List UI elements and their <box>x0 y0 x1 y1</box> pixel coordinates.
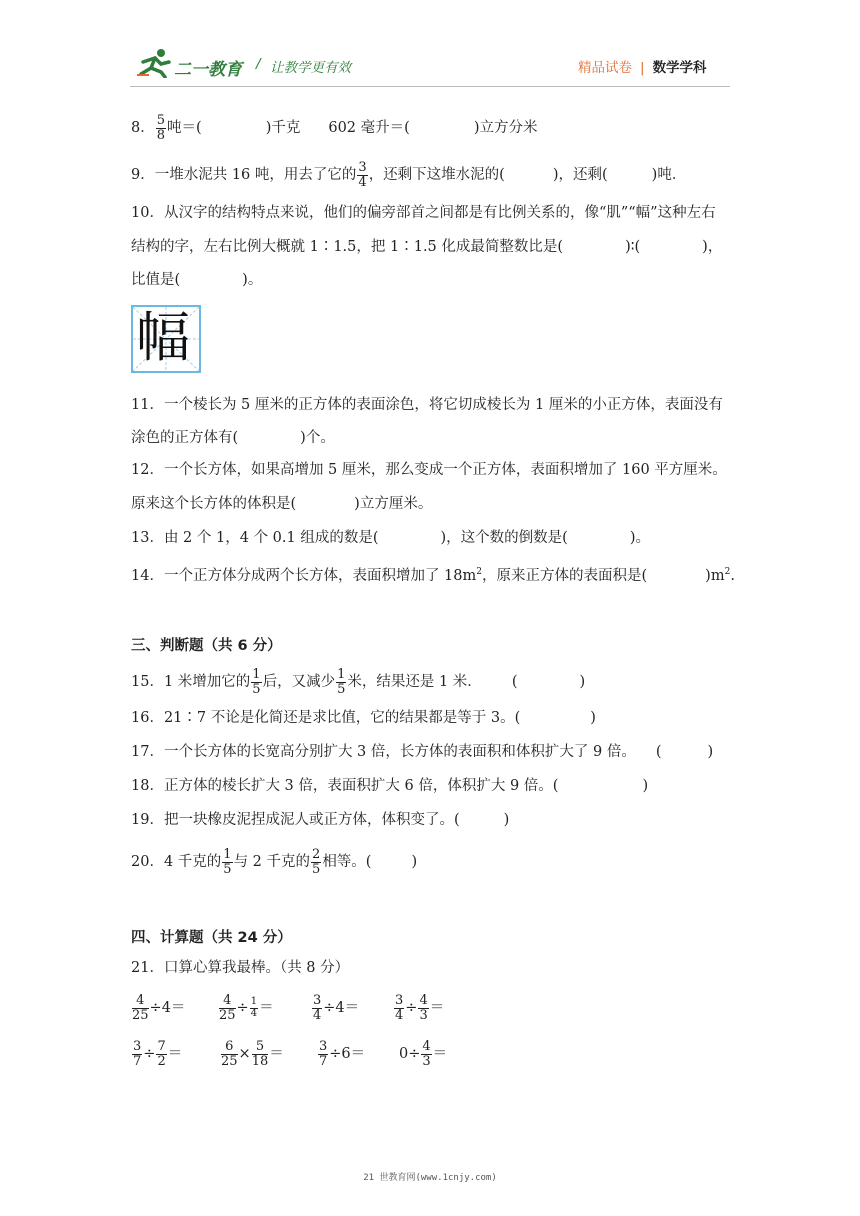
calc-r2-item-1: $\frac{3}{7}$ ÷ $\frac{7}{2}$ ＝ <box>133 1039 183 1069</box>
character-grid <box>131 305 201 373</box>
header <box>0 0 860 90</box>
fraction: $\frac{4}{3}$ <box>419 993 428 1023</box>
tag-premium: 精品试卷 <box>578 60 632 76</box>
fraction: $\frac{5}{8}$ <box>156 113 166 143</box>
slogan-divider: / <box>256 56 261 72</box>
fraction: $\frac{4}{25}$ <box>132 993 149 1023</box>
fraction: $\frac{1}{5}$ <box>337 667 346 697</box>
question-8: 8． $\frac{5}{8}$ 吨＝( )千克 602 毫升＝( )立方分米 <box>131 113 538 143</box>
tag-subject: 数学学科 <box>652 60 707 76</box>
header-rule <box>130 86 730 87</box>
fraction: $\frac{1}{4}$ <box>250 996 258 1019</box>
question-19: 19．把一块橡皮泥捏成泥人或正方体，体积变了。( ) <box>131 812 510 828</box>
calc-r1-item-1: $\frac{4}{25}$ ÷4＝ <box>132 993 186 1023</box>
slogan: 让教学更有效 <box>270 60 351 76</box>
question-13: 13．由 2 个 1，4 个 0.1 组成的数是( )，这个数的倒数是( )。 <box>131 530 650 546</box>
logo-text: 二一教育 <box>174 60 242 80</box>
calc-r1-item-2: $\frac{4}{25}$ ÷ $\frac{1}{4}$ ＝ <box>219 993 274 1023</box>
question-12-line-1: 12．一个长方体，如果高增加 5 厘米，那么变成一个正方体，表面积增加了 160 平方厘米。 <box>131 462 727 478</box>
question-11-line-2: 涂色的正方体有( )个。 <box>131 430 335 446</box>
question-14: 14．一个正方体分成两个长方体，表面积增加了 $18m^2$，原来正方体的表面积是( )$m^2$. <box>131 567 735 584</box>
tag-divider: | <box>640 60 645 76</box>
calc-r2-item-2: $\frac{6}{25}$ × $\frac{5}{18}$ ＝ <box>221 1039 284 1069</box>
question-10-line-1: 10．从汉字的结构特点来说，他们的偏旁部首之间都是有比例关系的，像“肌”“幅”这种左右 <box>131 205 716 221</box>
question-17: 17．一个长方体的长宽高分别扩大 3 倍，长方体的表面积和体积扩大了 9 倍。 ( ) <box>131 744 714 760</box>
calc-r2-item-3: $\frac{3}{7}$ ÷6＝ <box>319 1039 366 1069</box>
question-18: 18．正方体的棱长扩大 3 倍，表面积扩大 6 倍，体积扩大 9 倍。( ) <box>131 778 649 794</box>
question-16: 16．21∶7 不论是化简还是求比值，它的结果都是等于 3。( ) <box>131 710 596 726</box>
question-11-line-1: 11．一个棱长为 5 厘米的正方体的表面涂色，将它切成棱长为 1 厘米的小正方体，表面没有 <box>131 397 723 413</box>
section-4-title: 四、计算题（共 24 分） <box>131 930 292 946</box>
question-10-line-2: 结构的字，左右比例大概就 1∶1.5，把 1∶1.5 化成最简整数比是( )∶( )， <box>131 239 723 255</box>
question-15: 15．1 米增加它的 $\frac{1}{5}$ 后，又减少 $\frac{1}{5}$ 米，结果还是 1 米． ( ) <box>131 667 586 697</box>
fraction: $\frac{7}{2}$ <box>157 1039 166 1069</box>
fraction: $\frac{4}{3}$ <box>422 1039 431 1069</box>
fraction: $\frac{3}{4}$ <box>358 160 367 190</box>
calc-r1-item-4: $\frac{3}{4}$ ÷ $\frac{4}{3}$ ＝ <box>395 993 445 1023</box>
fraction: $\frac{5}{18}$ <box>251 1039 269 1069</box>
question-12-line-2: 原来这个长方体的体积是( )立方厘米。 <box>131 496 433 512</box>
calc-r1-item-3: $\frac{3}{4}$ ÷4＝ <box>313 993 360 1023</box>
question-21-title: 21．口算心算我最棒。（共 8 分） <box>131 960 350 976</box>
header-tags <box>578 56 707 76</box>
question-9: 9．一堆水泥共 16 吨，用去了它的 $\frac{3}{4}$ ，还剩下这堆水泥的( )，还剩( )吨． <box>131 160 687 190</box>
calc-r2-item-4: 0÷ $\frac{4}{3}$ ＝ <box>399 1039 448 1069</box>
fraction: $\frac{3}{4}$ <box>395 993 404 1023</box>
fraction: $\frac{6}{25}$ <box>221 1039 238 1069</box>
fraction: $\frac{2}{5}$ <box>312 847 321 877</box>
fraction: $\frac{4}{25}$ <box>219 993 236 1023</box>
footer-text: 21 世教育网(www.1cnjy.com) <box>363 1173 497 1183</box>
fraction: $\frac{3}{4}$ <box>313 993 322 1023</box>
character-fu: 幅 <box>136 306 190 369</box>
question-10-line-3: 比值是( )。 <box>131 272 263 288</box>
fraction: $\frac{3}{7}$ <box>133 1039 142 1069</box>
fraction: $\frac{1}{5}$ <box>223 847 232 877</box>
section-3-title: 三、判断题（共 6 分） <box>131 638 282 654</box>
runner-logo-icon <box>135 48 173 78</box>
fraction: $\frac{3}{7}$ <box>319 1039 328 1069</box>
question-20: 20．4 千克的 $\frac{1}{5}$ 与 2 千克的 $\frac{2}{5}$ 相等。( ) <box>131 847 418 877</box>
fraction: $\frac{1}{5}$ <box>252 667 261 697</box>
